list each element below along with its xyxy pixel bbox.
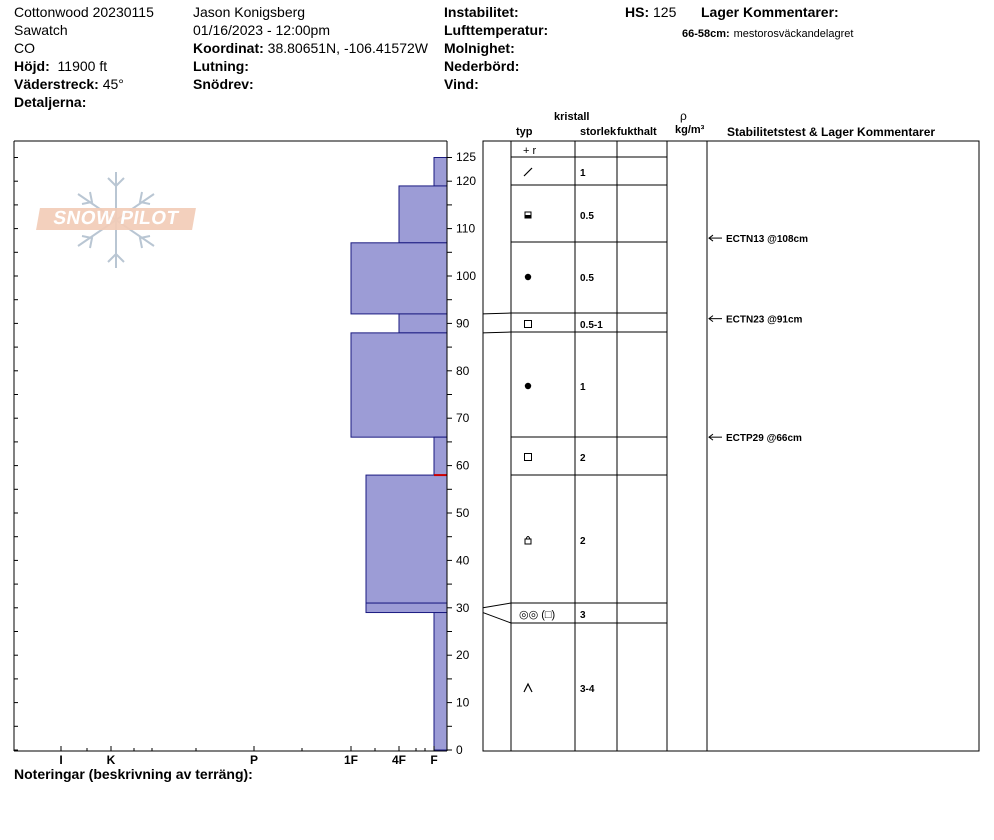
grain-size-label: 0.5 [580, 273, 594, 284]
stability-test-label: ECTN23 @91cm [726, 314, 803, 326]
depth-tick-label: 60 [456, 458, 470, 473]
col-storlek: storlek [580, 126, 617, 138]
grain-symbol [525, 321, 532, 328]
hardness-bar [351, 243, 447, 314]
grain-symbol: ◎◎ (□) [519, 609, 556, 621]
hardness-bar [399, 314, 447, 333]
coord-value: 38.80651N, -106.41572W [267, 40, 428, 56]
depth-tick-label: 10 [456, 695, 470, 710]
notes-label: Noteringar (beskrivning av terräng): [14, 766, 253, 782]
depth-tick-label: 30 [456, 600, 470, 615]
stability-test-label: ECTP29 @66cm [726, 433, 802, 445]
details-label: Detaljerna: [14, 94, 87, 110]
col-stability: Stabilitetstest & Lager Kommentarer [727, 125, 936, 139]
layer-comment-range: 66-58cm: [682, 28, 730, 40]
mountain-range: Sawatch [14, 22, 68, 38]
hs-label: HS: [625, 4, 650, 20]
grain-size-label: 3 [580, 610, 586, 621]
depth-tick-label: 90 [456, 316, 470, 331]
depth-connector [483, 313, 511, 314]
grain-size-label: 3-4 [580, 684, 595, 695]
hardness-tick-label: K [106, 753, 116, 767]
grain-size-label: 0.5-1 [580, 320, 603, 331]
stability-test-label: ECTN13 @108cm [726, 234, 809, 246]
elevation-value: 11900 ft [57, 58, 108, 74]
hardness-bar [366, 603, 447, 612]
grain-symbol [525, 539, 531, 544]
layer-comments-label: Lager Kommentarer: [701, 4, 839, 20]
logo-text: SNOW PILOT [36, 208, 196, 230]
layer-comment-text: mestorosväckandelagret [733, 28, 854, 40]
col-density-unit: kg/m³ [675, 124, 705, 136]
grain-size-label: 0.5 [580, 211, 594, 222]
depth-tick-label: 125 [456, 150, 477, 164]
wind-label: Vind: [444, 76, 479, 92]
grain-symbol [524, 168, 532, 176]
datetime: 01/16/2023 - 12:00pm [193, 22, 330, 38]
grain-symbol [525, 215, 531, 218]
hardness-bar [399, 186, 447, 243]
grain-symbol [525, 274, 531, 280]
depth-tick-label: 110 [456, 221, 476, 236]
precip-label: Nederbörd: [444, 58, 520, 74]
elevation-label: Höjd: [14, 58, 50, 74]
grain-size-label: 2 [580, 536, 586, 547]
hs-value: 125 [653, 4, 677, 20]
pit-name: Cottonwood 20230115 [14, 4, 154, 20]
grain-table-frame [483, 141, 979, 751]
hardness-tick-label: 1F [343, 753, 359, 767]
depth-connector [483, 332, 511, 333]
col-typ: typ [516, 126, 533, 138]
col-kristall: kristall [554, 111, 590, 123]
depth-tick-label: 40 [456, 553, 470, 568]
hardness-bar [351, 333, 447, 437]
hardness-bar [366, 475, 447, 603]
hardness-bar [434, 613, 447, 750]
hardness-bar [434, 437, 447, 475]
depth-tick-label: 50 [456, 506, 470, 520]
hardness-tick-label: I [59, 753, 63, 767]
col-fukthalt: fukthalt [617, 126, 657, 138]
depth-tick-label: 80 [456, 363, 470, 378]
slope-label: Lutning: [193, 58, 249, 74]
grain-symbol: + r [523, 145, 537, 157]
depth-connector [483, 603, 511, 608]
aspect-label: Väderstreck: [14, 76, 99, 92]
hardness-bar [434, 158, 447, 186]
instability-label: Instabilitet: [444, 4, 519, 20]
drift-label: Snödrev: [193, 76, 254, 92]
grain-size-label: 1 [580, 168, 586, 179]
grain-symbol [525, 454, 532, 461]
depth-tick-label: 20 [456, 648, 470, 663]
cloud-label: Molnighet: [444, 40, 515, 56]
state: CO [14, 40, 35, 56]
depth-tick-label: 0 [456, 743, 463, 757]
depth-tick-label: 120 [456, 174, 477, 189]
airtemp-label: Lufttemperatur: [444, 22, 549, 38]
aspect-value: 45° [102, 76, 124, 92]
coord-label: Koordinat: [193, 40, 264, 56]
hardness-tick-label: F [430, 753, 438, 767]
hardness-tick-label: 4F [391, 753, 407, 767]
col-rho: ρ [680, 109, 687, 123]
hardness-tick-label: P [249, 753, 259, 767]
depth-tick-label: 70 [456, 411, 470, 426]
observer: Jason Konigsberg [193, 4, 306, 20]
grain-symbol [524, 684, 532, 692]
grain-size-label: 2 [580, 453, 586, 464]
grain-symbol [525, 383, 531, 389]
depth-connector [483, 613, 511, 623]
grain-size-label: 1 [580, 382, 586, 393]
depth-tick-label: 100 [456, 269, 477, 283]
